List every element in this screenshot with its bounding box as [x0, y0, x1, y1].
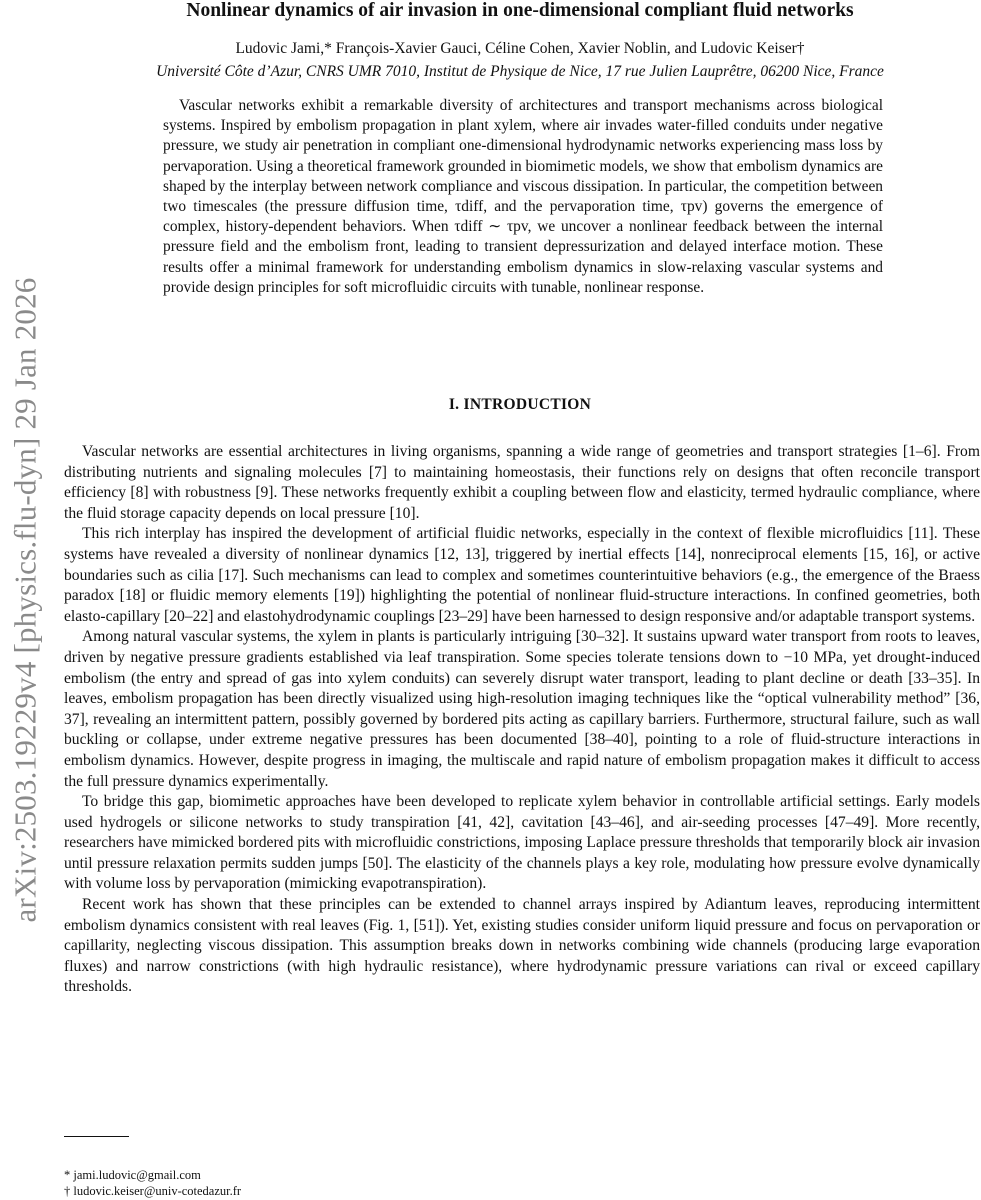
- footnotes: [64, 1168, 241, 1199]
- section-heading-introduction: I. INTRODUCTION: [448, 396, 592, 413]
- paragraph: This rich interplay has inspired the development of artificial fluidic networks, especially in the context of flexible microfluidics [11]. These systems have revealed a diversity of nonlinear dynamics [12, 13], triggered by inertial effects [14], nonreciprocal elements [15, 16], or active boundaries such as cilia [17]. Such mechanisms can lead to complex and sometimes counterintuitive behaviors (e.g., the emergence of the Braess paradox [18] or fluidic memory elements [19]) highlighting the potential of nonlinear fluid-structure interactions. In confined geometries, both elasto-capillary [20–22] and elastohydrodynamic couplings [23–29] have been harnessed to design responsive and/or adaptable transport systems.: [64, 525, 980, 625]
- arxiv-side-stamp: [6, 0, 46, 1200]
- footnote-divider: [64, 1136, 129, 1137]
- paragraph: Vascular networks are essential architectures in living organisms, spanning a wide range of geometries and transport strategies [1–6]. From distributing nutrients and signaling molecules [7] to maintaining homeostasis, their functions rely on designs that often reconcile transport efficiency [8] with robustness [9]. These networks frequently exhibit a coupling between flow and elasticity, termed hydraulic compliance, where the fluid storage capacity depends on local pressure [10].: [64, 443, 980, 522]
- footnote-email-2[interactable]: † ludovic.keiser@univ-cotedazur.fr: [64, 1183, 242, 1198]
- paragraph: Recent work has shown that these principles can be extended to channel arrays inspired by Adiantum leaves, reproducing intermittent embolism dynamics consistent with real leaves (Fig. 1, [51]). Yet, existing studies consider uniform liquid pressure and focus on pervaporation or capillarity, neglecting viscous dissipation. This assumption breaks down in networks combining wide channels (producing large evaporation fluxes) and narrow constrictions (with high hydraulic resistance), where hydrodynamic pressure variations can rival or exceed capillary thresholds.: [64, 896, 980, 996]
- paragraph: To bridge this gap, biomimetic approaches have been developed to replicate xylem behavior in controllable artificial settings. Early models used hydrogels or silicone networks to study transpiration [41, 42], cavitation [43–46], and air-seeding processes [47–49]. More recently, researchers have mimicked bordered pits with microfluidic constrictions, imposing Laplace pressure thresholds that temporarily block air invasion until pressure relaxation permits sudden jumps [50]. The elasticity of the channels plays a key role, modulating how pressure evolve dynamically with volume loss by pervaporation (mimicking evapotranspiration).: [64, 793, 980, 893]
- paper-title: Nonlinear dynamics of air invasion in one-dimensional compliant fluid networks: [186, 0, 854, 21]
- abstract: Vascular networks exhibit a remarkable diversity of architectures and transport mechanisms across biological systems. Inspired by embolism propagation in plant xylem, where air invades water-filled conduits under negative pressure, we study air penetration in compliant one-dimensional hydrodynamic networks experiencing mass loss by pervaporation. Using a theoretical framework grounded in biomimetic models, we show that embolism dynamics are shaped by the interplay between network compliance and viscous dissipation. In particular, the competition between two timescales (the pressure diffusion time, τdiff, and the pervaporation time, τpv) governs the emergence of complex, history-dependent behaviors. When τdiff ∼ τpv, we uncover a nonlinear feedback between the internal pressure field and the embolism front, leading to transient depressurization and delayed interface motion. These results offer a minimal framework for understanding embolism dynamics in slow-relaxing vascular systems and provide design principles for soft microfluidic circuits with tunable, nonlinear response.: [163, 97, 883, 296]
- arxiv-identifier: arXiv:2503.19229v4 [physics.flu-dyn] 29 Jan 2026: [8, 277, 43, 923]
- affiliation: Université Côte d’Azur, CNRS UMR 7010, Institut de Physique de Nice, 17 rue Julien Lauprêtre, 06200 Nice, France: [156, 63, 884, 80]
- paragraph: Among natural vascular systems, the xylem in plants is particularly intriguing [30–32]. It sustains upward water transport from roots to leaves, driven by negative pressure gradients established via leaf transpiration. Some species tolerate tensions down to −10 MPa, yet drought-induced embolism (the entry and spread of gas into xylem conduits) can severely disrupt water transport, leading to plant decline or death [33–35]. In leaves, embolism propagation has been directly visualized using high-resolution imaging techniques like the “optical vulnerability method” [36, 37], revealing an intermittent pattern, possibly governed by bordered pits acting as capillary barriers. Furthermore, structural failure, such as wall buckling or collapse, under extreme negative pressures has been documented [38–40], pointing to a role of fluid-structure interactions in embolism dynamics. However, despite progress in imaging, the multiscale and rapid nature of embolism propagation makes it difficult to access the full pressure dynamics experimentally.: [64, 628, 980, 790]
- author-list: Ludovic Jami,* François-Xavier Gauci, Céline Cohen, Xavier Noblin, and Ludovic Keiser†: [235, 40, 805, 57]
- introduction-body: [64, 442, 980, 998]
- footnote-email-1[interactable]: * jami.ludovic@gmail.com: [64, 1168, 201, 1182]
